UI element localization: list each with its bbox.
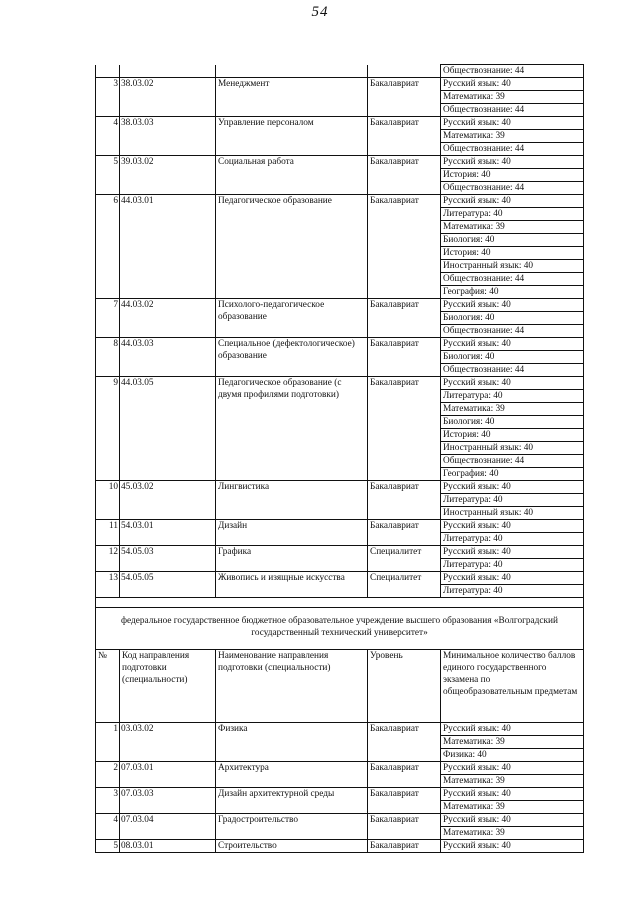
requirement-cell: География: 40 bbox=[441, 468, 584, 481]
table-row bbox=[96, 572, 584, 585]
table-header-row bbox=[96, 650, 584, 723]
requirement-cell: Литература: 40 bbox=[441, 208, 584, 221]
requirement-cell: История: 40 bbox=[441, 169, 584, 182]
code-cell: 45.03.02 bbox=[120, 481, 216, 520]
code-cell: 07.03.04 bbox=[120, 814, 216, 840]
header-name: Наименование направления подготовки (специальности) bbox=[216, 650, 368, 723]
requirement-cell: История: 40 bbox=[441, 247, 584, 260]
row-number-cell: 3 bbox=[96, 788, 120, 814]
program-name-cell: Управление персоналом bbox=[216, 117, 368, 156]
level-cell: Бакалавриат bbox=[368, 299, 441, 338]
requirement-cell: Обществознание: 44 bbox=[441, 65, 584, 78]
row-number-cell: 5 bbox=[96, 840, 120, 853]
requirement-cell: Математика: 39 bbox=[441, 775, 584, 788]
program-name-cell: Градостроительство bbox=[216, 814, 368, 840]
level-cell: Бакалавриат bbox=[368, 840, 441, 853]
requirement-cell: Русский язык: 40 bbox=[441, 723, 584, 736]
program-name-cell: Графика bbox=[216, 546, 368, 572]
admission-table bbox=[95, 64, 584, 853]
requirement-cell: Математика: 39 bbox=[441, 130, 584, 143]
requirement-cell: География: 40 bbox=[441, 286, 584, 299]
requirement-cell: Иностранный язык: 40 bbox=[441, 260, 584, 273]
table-row bbox=[96, 156, 584, 169]
code-cell bbox=[120, 65, 216, 78]
code-cell: 54.05.03 bbox=[120, 546, 216, 572]
code-cell: 03.03.02 bbox=[120, 723, 216, 762]
program-name-cell: Архитектура bbox=[216, 762, 368, 788]
table-row bbox=[96, 195, 584, 208]
row-number-cell: 3 bbox=[96, 78, 120, 117]
spacer-row bbox=[96, 598, 584, 608]
program-name-cell: Психолого-педагогическое образование bbox=[216, 299, 368, 338]
requirement-cell: Обществознание: 44 bbox=[441, 364, 584, 377]
requirement-cell: Математика: 39 bbox=[441, 221, 584, 234]
row-number-cell: 12 bbox=[96, 546, 120, 572]
program-name-cell: Дизайн bbox=[216, 520, 368, 546]
table-row bbox=[96, 299, 584, 312]
requirement-cell: Литература: 40 bbox=[441, 390, 584, 403]
row-number-cell: 9 bbox=[96, 377, 120, 481]
code-cell: 44.03.05 bbox=[120, 377, 216, 481]
level-cell: Бакалавриат bbox=[368, 78, 441, 117]
requirement-cell: Русский язык: 40 bbox=[441, 156, 584, 169]
requirement-cell: Русский язык: 40 bbox=[441, 78, 584, 91]
level-cell: Бакалавриат bbox=[368, 762, 441, 788]
requirement-cell: Русский язык: 40 bbox=[441, 840, 584, 853]
organization-row bbox=[96, 608, 584, 650]
program-name-cell bbox=[216, 65, 368, 78]
program-name-cell: Менеджмент bbox=[216, 78, 368, 117]
code-cell: 54.05.05 bbox=[120, 572, 216, 598]
requirement-cell: Обществознание: 44 bbox=[441, 325, 584, 338]
requirement-cell: Иностранный язык: 40 bbox=[441, 507, 584, 520]
row-number-cell: 6 bbox=[96, 195, 120, 299]
requirement-cell: Обществознание: 44 bbox=[441, 104, 584, 117]
program-name-cell: Строительство bbox=[216, 840, 368, 853]
table-row bbox=[96, 117, 584, 130]
program-name-cell: Социальная работа bbox=[216, 156, 368, 195]
table-row bbox=[96, 338, 584, 351]
row-number-cell: 7 bbox=[96, 299, 120, 338]
code-cell: 39.03.02 bbox=[120, 156, 216, 195]
requirement-cell: Русский язык: 40 bbox=[441, 195, 584, 208]
table-row bbox=[96, 520, 584, 533]
row-number-cell: 1 bbox=[96, 723, 120, 762]
requirement-cell: Биология: 40 bbox=[441, 416, 584, 429]
row-number-cell bbox=[96, 65, 120, 78]
requirement-cell: Русский язык: 40 bbox=[441, 814, 584, 827]
program-name-cell: Физика bbox=[216, 723, 368, 762]
level-cell: Бакалавриат bbox=[368, 117, 441, 156]
row-number-cell: 8 bbox=[96, 338, 120, 377]
table-row bbox=[96, 481, 584, 494]
requirement-cell: Математика: 39 bbox=[441, 403, 584, 416]
program-name-cell: Живопись и изящные искусства bbox=[216, 572, 368, 598]
header-level: Уровень bbox=[368, 650, 441, 723]
requirement-cell: Литература: 40 bbox=[441, 533, 584, 546]
code-cell: 07.03.01 bbox=[120, 762, 216, 788]
program-name-cell: Специальное (дефектологическое) образование bbox=[216, 338, 368, 377]
level-cell bbox=[368, 65, 441, 78]
requirement-cell: Иностранный язык: 40 bbox=[441, 442, 584, 455]
requirement-cell: Русский язык: 40 bbox=[441, 338, 584, 351]
requirement-cell: Русский язык: 40 bbox=[441, 377, 584, 390]
requirement-cell: Физика: 40 bbox=[441, 749, 584, 762]
program-name-cell: Дизайн архитектурной среды bbox=[216, 788, 368, 814]
program-name-cell: Педагогическое образование (с двумя профилями подготовки) bbox=[216, 377, 368, 481]
spacer-cell bbox=[96, 598, 584, 608]
requirement-cell: Русский язык: 40 bbox=[441, 117, 584, 130]
row-number-cell: 2 bbox=[96, 762, 120, 788]
requirement-cell: Русский язык: 40 bbox=[441, 788, 584, 801]
header-requirements: Минимальное количество баллов единого государственного экзамена по общеобразовательным предметам bbox=[441, 650, 584, 723]
level-cell: Бакалавриат bbox=[368, 481, 441, 520]
requirement-cell: Литература: 40 bbox=[441, 494, 584, 507]
row-number-cell: 11 bbox=[96, 520, 120, 546]
level-cell: Специалитет bbox=[368, 572, 441, 598]
code-cell: 54.03.01 bbox=[120, 520, 216, 546]
level-cell: Бакалавриат bbox=[368, 788, 441, 814]
requirement-cell: Литература: 40 bbox=[441, 585, 584, 598]
table-row bbox=[96, 546, 584, 559]
requirement-cell: Математика: 39 bbox=[441, 91, 584, 104]
header-number: № bbox=[96, 650, 120, 723]
level-cell: Бакалавриат bbox=[368, 156, 441, 195]
requirement-cell: Обществознание: 44 bbox=[441, 143, 584, 156]
code-cell: 07.03.03 bbox=[120, 788, 216, 814]
program-name-cell: Педагогическое образование bbox=[216, 195, 368, 299]
requirement-cell: Биология: 40 bbox=[441, 234, 584, 247]
program-name-cell: Лингвистика bbox=[216, 481, 368, 520]
table-row bbox=[96, 814, 584, 827]
admission-table-body bbox=[96, 65, 584, 853]
table-row bbox=[96, 723, 584, 736]
level-cell: Бакалавриат bbox=[368, 195, 441, 299]
requirement-cell: Русский язык: 40 bbox=[441, 572, 584, 585]
level-cell: Бакалавриат bbox=[368, 338, 441, 377]
requirement-cell: Русский язык: 40 bbox=[441, 299, 584, 312]
table-row bbox=[96, 65, 584, 78]
row-number-cell: 4 bbox=[96, 117, 120, 156]
level-cell: Бакалавриат bbox=[368, 520, 441, 546]
requirement-cell: История: 40 bbox=[441, 429, 584, 442]
level-cell: Бакалавриат bbox=[368, 377, 441, 481]
row-number-cell: 4 bbox=[96, 814, 120, 840]
requirement-cell: Русский язык: 40 bbox=[441, 481, 584, 494]
requirement-cell: Биология: 40 bbox=[441, 351, 584, 364]
requirement-cell: Обществознание: 44 bbox=[441, 455, 584, 468]
code-cell: 44.03.02 bbox=[120, 299, 216, 338]
requirement-cell: Математика: 39 bbox=[441, 801, 584, 814]
row-number-cell: 13 bbox=[96, 572, 120, 598]
requirement-cell: Обществознание: 44 bbox=[441, 273, 584, 286]
organization-title: федеральное государственное бюджетное образовательное учреждение высшего образования «Волгоградский государственный технический университет» bbox=[96, 608, 584, 650]
requirement-cell: Биология: 40 bbox=[441, 312, 584, 325]
table-row bbox=[96, 762, 584, 775]
requirement-cell: Русский язык: 40 bbox=[441, 546, 584, 559]
level-cell: Бакалавриат bbox=[368, 814, 441, 840]
level-cell: Бакалавриат bbox=[368, 723, 441, 762]
requirement-cell: Русский язык: 40 bbox=[441, 520, 584, 533]
page-number: 54 bbox=[311, 4, 329, 20]
table-row bbox=[96, 788, 584, 801]
code-cell: 38.03.03 bbox=[120, 117, 216, 156]
code-cell: 08.03.01 bbox=[120, 840, 216, 853]
row-number-cell: 5 bbox=[96, 156, 120, 195]
level-cell: Специалитет bbox=[368, 546, 441, 572]
code-cell: 44.03.01 bbox=[120, 195, 216, 299]
requirement-cell: Литература: 40 bbox=[441, 559, 584, 572]
code-cell: 38.03.02 bbox=[120, 78, 216, 117]
table-row bbox=[96, 377, 584, 390]
requirement-cell: Русский язык: 40 bbox=[441, 762, 584, 775]
requirement-cell: Математика: 39 bbox=[441, 827, 584, 840]
header-code: Код направления подготовки (специальности) bbox=[120, 650, 216, 723]
requirement-cell: Обществознание: 44 bbox=[441, 182, 584, 195]
table-row bbox=[96, 78, 584, 91]
table-row bbox=[96, 840, 584, 853]
requirement-cell: Математика: 39 bbox=[441, 736, 584, 749]
document-sheet bbox=[95, 64, 583, 853]
code-cell: 44.03.03 bbox=[120, 338, 216, 377]
row-number-cell: 10 bbox=[96, 481, 120, 520]
